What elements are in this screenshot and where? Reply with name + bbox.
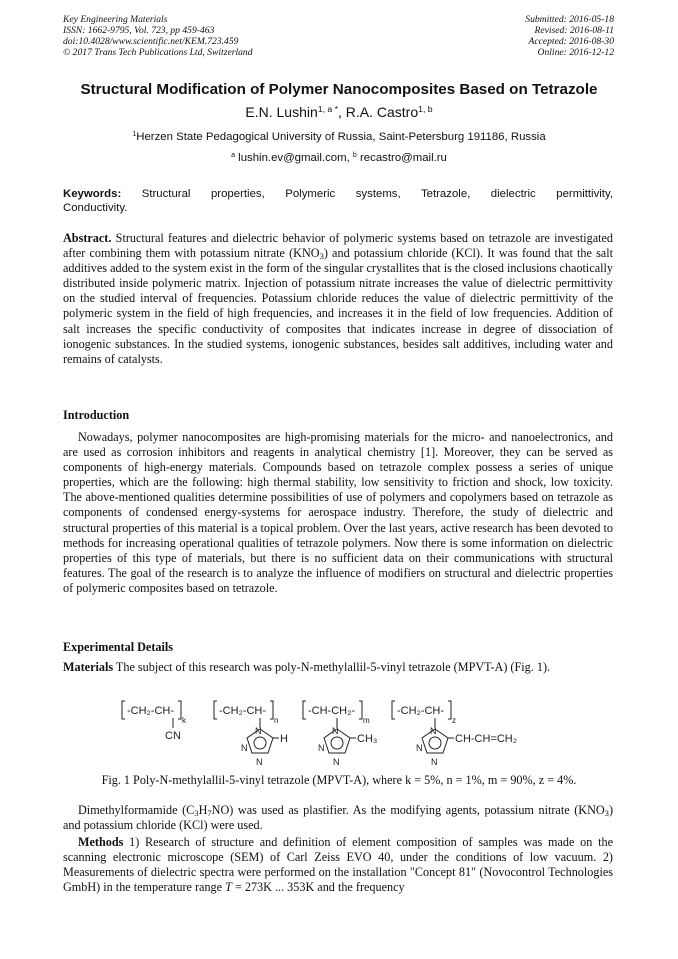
chain-formula: -CH₂-CH-	[127, 705, 175, 717]
ring-atom: N	[256, 757, 263, 767]
bracket-left	[303, 701, 306, 719]
author-affiliation-marker: 1, a *	[317, 104, 338, 115]
paragraph-text: Dimethylformamide (C	[78, 803, 195, 817]
abstract-label: Abstract.	[63, 231, 112, 245]
repeat-subscript: m	[363, 716, 370, 725]
abstract-text: ) and potassium chloride (KCl). It was found that the salt additives added to the system exist in the form of the singular crystallites that is the closed inclusions chaotically distributed inside polymeric matrix. Injection of potassium nitrate increases the value of dielectric permittivity on the studied interval of frequencies. Potassium chloride reduces the value of dielectric permittivity of the polymeric system in the field of high frequencies, and increases it in the field of low frequencies. Addition of salt increases the specific conductivity of composites that indicates increase in degree of dissociation of ionogenic substances. In the studied systems, ionogenic substances, besides salt additives, including water and remains of catalysts.	[63, 246, 613, 366]
affiliation-text: Herzen State Pedagogical University of Russia, Saint-Petersburg 191186, Russia	[136, 131, 546, 143]
bracket-left	[214, 701, 217, 719]
accepted-date: Accepted: 2016-08-30	[528, 35, 614, 47]
bracket-right	[359, 701, 362, 719]
submitted-date: Submitted: 2016-05-18	[525, 14, 614, 25]
email-address[interactable]: lushin.ev@gmail.com,	[235, 152, 353, 164]
methods-label: Methods	[78, 835, 124, 849]
pendant-group: CH-CH=CH₂	[455, 733, 518, 745]
repeat-subscript: n	[274, 716, 279, 725]
mpvt-a-structure-figure	[115, 693, 570, 769]
plastifier-paragraph	[63, 803, 613, 833]
ring-atom: N	[318, 743, 325, 753]
journal-info	[63, 15, 253, 59]
author-name: E.N. Lushin	[245, 104, 318, 120]
copyright-line: © 2017 Trans Tech Publications Ltd, Switzerland	[63, 46, 253, 58]
subscript: 7	[207, 808, 212, 819]
subscript: 3	[319, 251, 324, 262]
bracket-right	[178, 701, 181, 719]
repeat-subscript: z	[452, 716, 456, 725]
chain-formula: -CH₂-CH-	[397, 705, 445, 717]
abstract-text: Structural features and dielectric behavior of polymeric systems based on tetrazole are investigated after combining them with potassium nitrate (KNO	[63, 231, 613, 261]
keywords-label: Keywords:	[63, 188, 122, 200]
paragraph-text: H	[198, 803, 208, 817]
pendant-group: CH₃	[357, 733, 378, 745]
ring-atom: N	[333, 757, 340, 767]
author-affiliation-marker: 1, b	[418, 104, 433, 115]
email-marker: a	[231, 152, 235, 160]
bracket-left	[122, 701, 125, 719]
subscript: 3	[194, 808, 199, 819]
methods-text: = 273K ... 353K and the frequency	[231, 880, 405, 895]
ring-atom: N	[332, 726, 339, 736]
introduction-heading: Introduction	[63, 408, 130, 422]
email-address[interactable]: recastro@mail.ru	[356, 152, 447, 164]
paper-title: Structural Modification of Polymer Nanocomposites Based on Tetrazole	[80, 81, 598, 98]
experimental-heading: Experimental Details	[63, 640, 174, 654]
ring-atom: N	[416, 743, 423, 753]
materials-text: The subject of this research was poly-N-methylallil-5-vinyl tetrazole (MPVT-A) (Fig. 1).	[113, 660, 551, 674]
online-date: Online: 2016-12-12	[537, 46, 614, 58]
journal-name: Key Engineering Materials	[63, 14, 168, 25]
email-marker: b	[352, 152, 357, 160]
doi-line: doi:10.4028/www.scientific.net/KEM.723.459	[63, 35, 239, 47]
keywords-line: Conductivity.	[63, 202, 128, 214]
ring-aromatic-circle	[331, 737, 343, 749]
temperature-symbol: T	[225, 880, 232, 895]
ring-aromatic-circle	[429, 737, 441, 749]
introduction-text: Nowadays, polymer nanocomposites are high-promising materials for the micro- and nanoelectronics, and are used as corrosion inhibitors and reagents in analytical chemistry [1]. Moreover, they can be served as components of high-energy materials. Compounds based on tetrazole complex possess a series of unique properties, which are the following: high thermal stability, low sensitivity to friction and shock, low toxicity. The above-mentioned qualities determine possibilities of use of polymers and copolymers based on tetrazole as components of condensed energy-systems for aerospace industry. Therefore, the study of dielectric and structural properties of this material is a topical problem. Over the last years, active research has been devoted to methods for increasing operational qualities of tetrazole polymers. Now there is some information on dielectric properties of this type of materials, but there is no sufficient data on their communications with structural features. The goal of the research is to analyze the influence of modifiers on structural and dielectric properties of polymeric composites based on tetrazole.	[63, 430, 613, 595]
paragraph-text: NO) was used as plastifier. As the modifying agents, potassium nitrate (KNO	[211, 803, 605, 817]
issn-line: ISSN: 1662-9795, Vol. 723, pp 459-463	[63, 24, 215, 36]
keywords	[63, 187, 613, 215]
pendant-group: H	[280, 733, 288, 745]
ring-atom: N	[430, 726, 437, 736]
author-name: R.A. Castro	[345, 104, 419, 120]
revised-date: Revised: 2016-08-11	[534, 24, 614, 36]
ring-aromatic-circle	[254, 737, 266, 749]
author-list	[0, 104, 678, 120]
methods-text: 1) Research of structure and definition of element composition of samples was made on the scanning electronic microscope (SEM) of Carl Zeiss EVO 40, under the conditions of low vacuum. 2) Measurements of dielectric spectra were performed on the installation "Concept 81" (Novocontrol Technologies GmbH) in the temperature range	[63, 835, 613, 895]
ring-atom: N	[431, 757, 438, 767]
ring-atom: N	[241, 743, 248, 753]
bracket-left	[392, 701, 395, 719]
paragraph-text: ) and potassium chloride (KCl) were used.	[63, 803, 613, 833]
affiliation	[0, 131, 678, 143]
bracket-right	[270, 701, 273, 719]
repeat-subscript: k	[182, 716, 186, 725]
materials-paragraph	[63, 660, 613, 675]
figure-caption: Fig. 1 Poly-N-methylallil-5-vinyl tetrazole (MPVT-A), where k = 5%, n = 1%, m = 90%, z = 4%.	[101, 773, 577, 787]
bracket-right	[448, 701, 451, 719]
publication-dates	[525, 15, 614, 59]
author-emails	[0, 152, 678, 164]
subscript: 3	[604, 808, 609, 819]
chain-formula: -CH-CH₂-	[308, 705, 356, 717]
keywords-line: Structural properties, Polymeric systems, Tetrazole, dielectric permittivity,	[141, 188, 613, 200]
abstract	[63, 231, 613, 367]
author-separator: ,	[338, 104, 346, 120]
methods-paragraph	[63, 835, 613, 895]
materials-label: Materials	[63, 660, 114, 674]
ring-atom: N	[255, 726, 262, 736]
pendant-group: CN	[165, 730, 181, 742]
chain-formula: -CH₂-CH-	[219, 705, 267, 717]
affiliation-marker: 1	[132, 131, 137, 139]
